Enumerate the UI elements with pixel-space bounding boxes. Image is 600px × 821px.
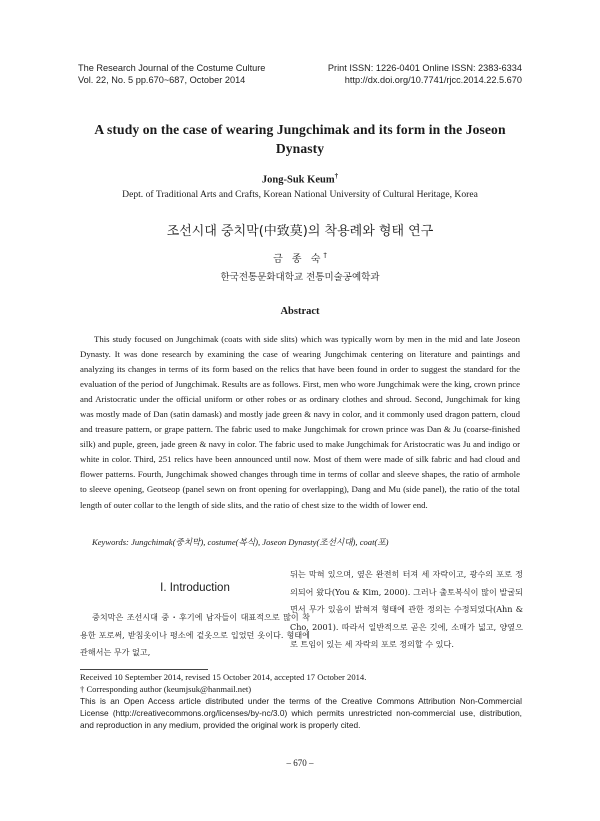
korean-author-mark: † [323, 251, 327, 260]
right-column [290, 566, 523, 654]
journal-name: The Research Journal of the Costume Culture [78, 63, 266, 73]
affiliation: Dept. of Traditional Arts and Crafts, Korean National University of Cultural Heritage, Korea [122, 189, 478, 200]
paper-title: A study on the case of wearing Jungchimak and its form in the Joseon Dynasty [94, 122, 506, 156]
intro-paragraph-left: 중치막은 조선시대 중・후기에 남자들이 대표적으로 많이 착용한 포로써, 받침옷이나 평소에 겉옷으로 입었던 옷이다. 형태에 관해서는 무가 없고, [80, 612, 310, 657]
korean-title: 조선시대 중치막(中致莫)의 착용례와 형태 연구 [166, 224, 434, 239]
abstract-text: This study focused on Jungchimak (coats with side slits) which was typically worn by men in the mid and late Joseon Dynasty. It was done research by examining the case of wearing Jungchimak centering on literature and paintings and analyzing its changes in terms of its form based on the relics that have been found in order to suggest the standard for the evaluation of the period of Jungchimak. Results are as follows. First, men who wore Jungchimak were the king, crown prince and Aristocratic under the official uniform or other robes or as ordinary clothes and shroud. Second, Jungchimak for king was mostly made of Dan (satin damask) and mostly jade green & navy in color, and it commonly used dragon pattern, cloud and treasure pattern, or grape pattern. The fabric used to make Jungchimak for crown prince was Dan & Ju (coarse-finished silk) and puple, green, jade green & navy in color. The fabric used to make Jungchimak for Aristocratic was Ju and indigo or white in color. Third, 251 relics have been announced until now. Most of them were made of silk fabric and had cloud and flower patterns. Fourth, Jungchimak showed changes through time in terms of collar and sleeve shapes, the ratio of armhole to sleeve opening, Geotseop (panel sewn on front opening for overlapping), Dang and Mu (side panel), the ratio of the total length of outer collar to the length of side slits, and the ratio of chest size to the width of lower end. [80, 334, 520, 510]
author-name: Jong-Suk Keum [261, 174, 335, 186]
license-note: This is an Open Access article distributed under the terms of the Creative Commons Attribution Non-Commercial License (http://creativecommons.org/licenses/by-nc/3.0) which permits unrestricted non-commercial use, distribution, and reproduction in any medium, provided the original work is properly cited. [80, 696, 522, 731]
keywords: Keywords: Jungchimak(중치막), costume(복식), Joseon Dynasty(조선시대), coat(포) [92, 537, 389, 547]
section-heading: I. Introduction [160, 582, 230, 594]
footnotes [80, 671, 522, 731]
abstract-heading: Abstract [280, 306, 320, 317]
intro-paragraph-right: 뒤는 막혀 있으며, 옆은 완전히 터져 세 자락이고, 광수의 포로 정의되어 왔다(You & Kim, 2000). 그러나 출토복식이 많이 발굴되면서 무가 있음이 밝혀져 형태에 관한 정의는 수정되었다(Ahn & Cho, 2001). 따라서 일반적으로 곧은 깃에, 소매가 넓고, 양옆으로 트임이 있는 세 자락의 포로 정의할 수 있다. [290, 569, 523, 649]
page-number: – 670 – [286, 758, 314, 768]
korean-affiliation: 한국전통문화대학교 전통미술공예학과 [220, 272, 380, 283]
korean-author-name: 금 종 숙 [273, 254, 324, 265]
volume-info: Vol. 22, No. 5 pp.670~687, October 2014 [78, 75, 246, 85]
author-mark: † [334, 172, 339, 180]
corresponding-author: † Corresponding author (keumjsuk@hanmail.net) [80, 684, 252, 695]
footnote-divider [80, 669, 208, 670]
issn: Print ISSN: 1226-0401 Online ISSN: 2383-6334 [327, 63, 522, 73]
left-column [80, 565, 310, 662]
doi-link[interactable]: http://dx.doi.org/10.7741/rjcc.2014.22.5.670 [344, 75, 522, 85]
korean-author [0, 250, 600, 265]
received-dates: Received 10 September 2014, revised 15 October 2014, accepted 17 October 2014. [80, 672, 367, 682]
author [0, 172, 600, 186]
running-header [78, 62, 522, 86]
